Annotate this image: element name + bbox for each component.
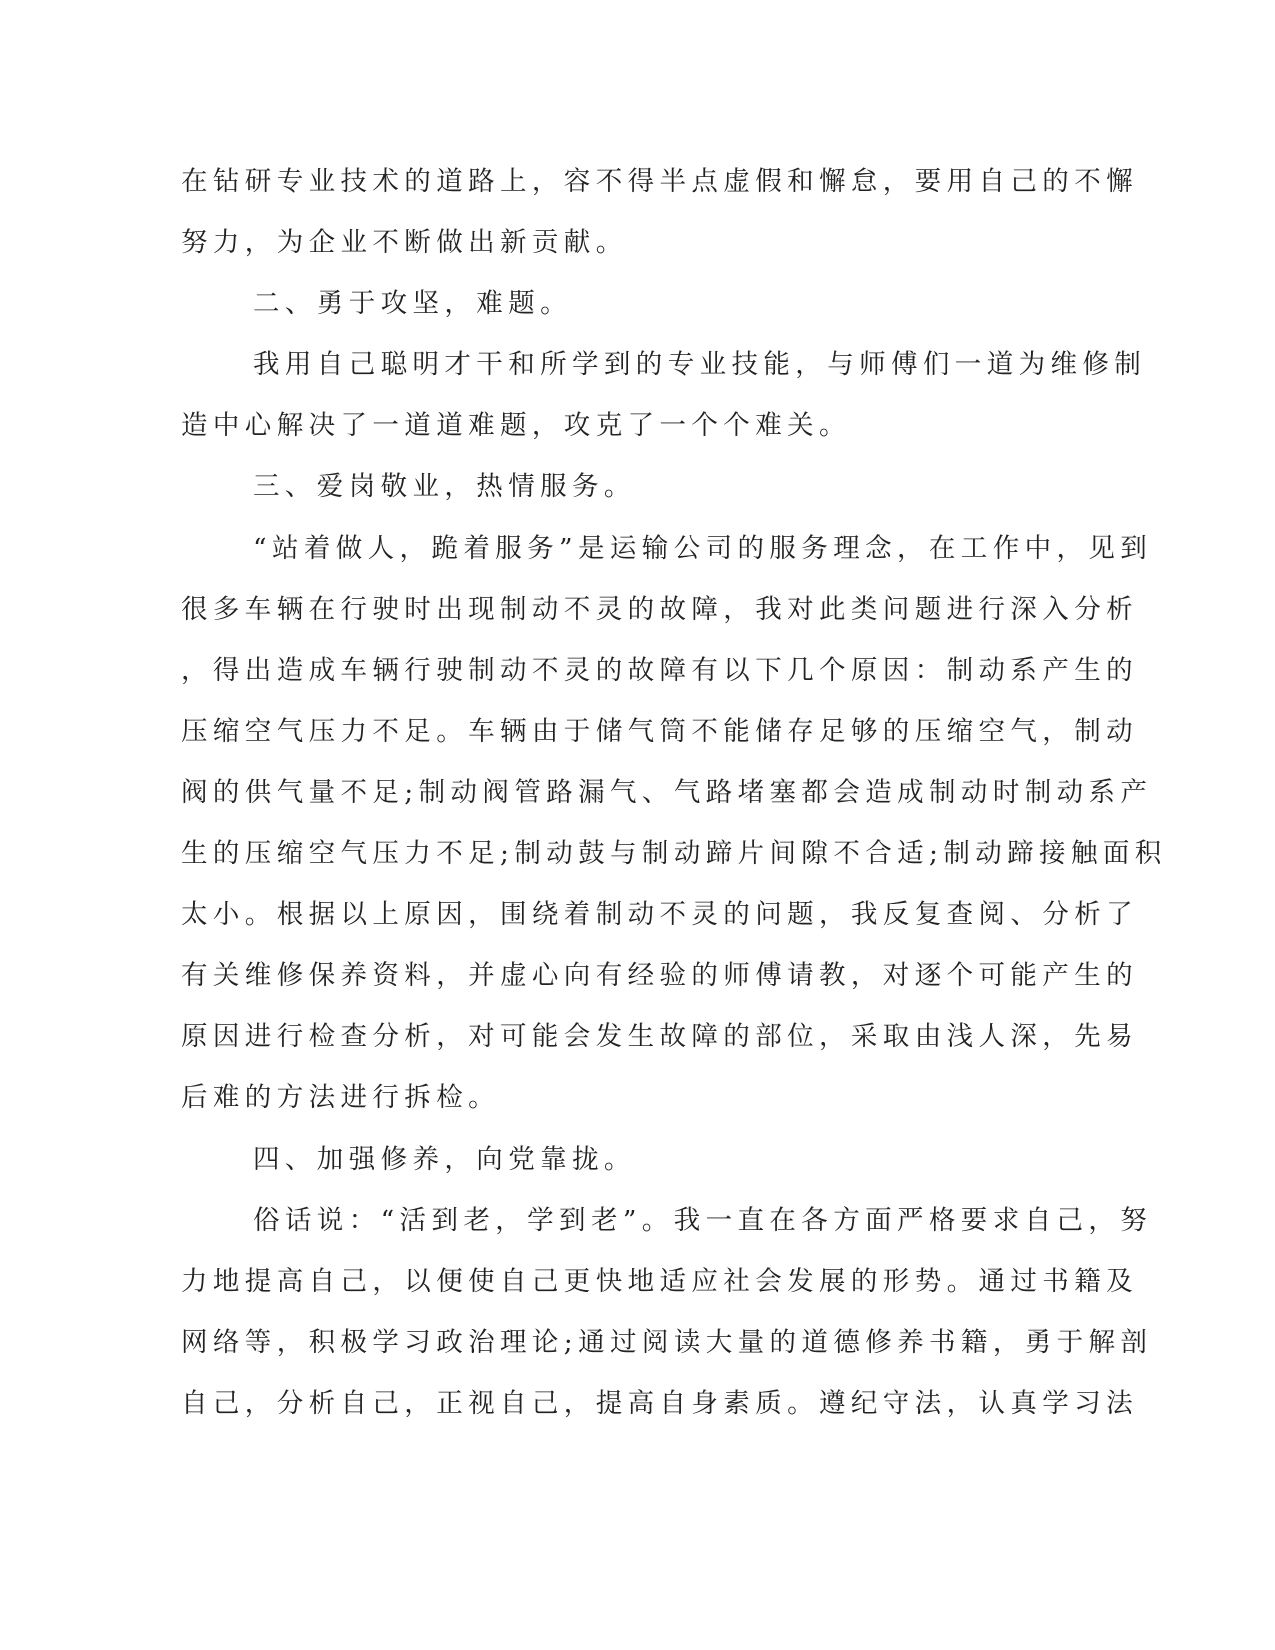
text-line: 造中心解决了一道道难题，攻克了一个个难关。 [181, 410, 851, 442]
text-line: 俗话说：“活到老，学到老”。我一直在各方面严格要求自己，努 [253, 1204, 1153, 1236]
text-line: 努力，为企业不断做出新贡献。 [181, 227, 628, 259]
text-line: “站着做人，跪着服务”是运输公司的服务理念，在工作中，见到 [253, 532, 1153, 564]
text-line: 压缩空气压力不足。车辆由于储气筒不能储存足够的压缩空气，制动 [181, 715, 1138, 747]
text-line: 原因进行检查分析，对可能会发生故障的部位，采取由浅人深，先易 [181, 1021, 1138, 1053]
text-line: 后难的方法进行拆检。 [181, 1082, 500, 1114]
text-line: 很多车辆在行驶时出现制动不灵的故障，我对此类问题进行深入分析 [181, 593, 1138, 625]
text-line: 生的压缩空气压力不足;制动鼓与制动蹄片间隙不合适;制动蹄接触面积 [181, 838, 1167, 870]
text-line: 有关维修保养资料，并虚心向有经验的师傅请教，对逐个可能产生的 [181, 960, 1138, 992]
text-line: 自己，分析自己，正视自己，提高自身素质。遵纪守法，认真学习法 [181, 1387, 1138, 1419]
section-heading: 三、爱岗敬业，热情服务。 [253, 471, 636, 503]
text-line: 力地提高自己，以便使自己更快地适应社会发展的形势。通过书籍及 [181, 1265, 1138, 1297]
text-line: 在钻研专业技术的道路上，容不得半点虚假和懈怠，要用自己的不懈 [181, 166, 1138, 197]
text-line: 阀的供气量不足;制动阀管路漏气、气路堵塞都会造成制动时制动系产 [181, 776, 1153, 808]
document-body [181, 151, 1167, 1434]
section-heading: 二、勇于攻坚，难题。 [253, 288, 572, 320]
text-line: 网络等，积极学习政治理论;通过阅读大量的道德修养书籍，勇于解剖 [181, 1326, 1153, 1358]
text-line: 我用自己聪明才干和所学到的专业技能，与师傅们一道为维修制 [253, 349, 1147, 381]
section-heading: 四、加强修养，向党靠拢。 [253, 1143, 636, 1175]
text-line: 太小。根据以上原因，围绕着制动不灵的问题，我反复查阅、分析了 [181, 899, 1138, 931]
text-line: ，得出造成车辆行驶制动不灵的故障有以下几个原因：制动系产生的 [181, 654, 1138, 686]
